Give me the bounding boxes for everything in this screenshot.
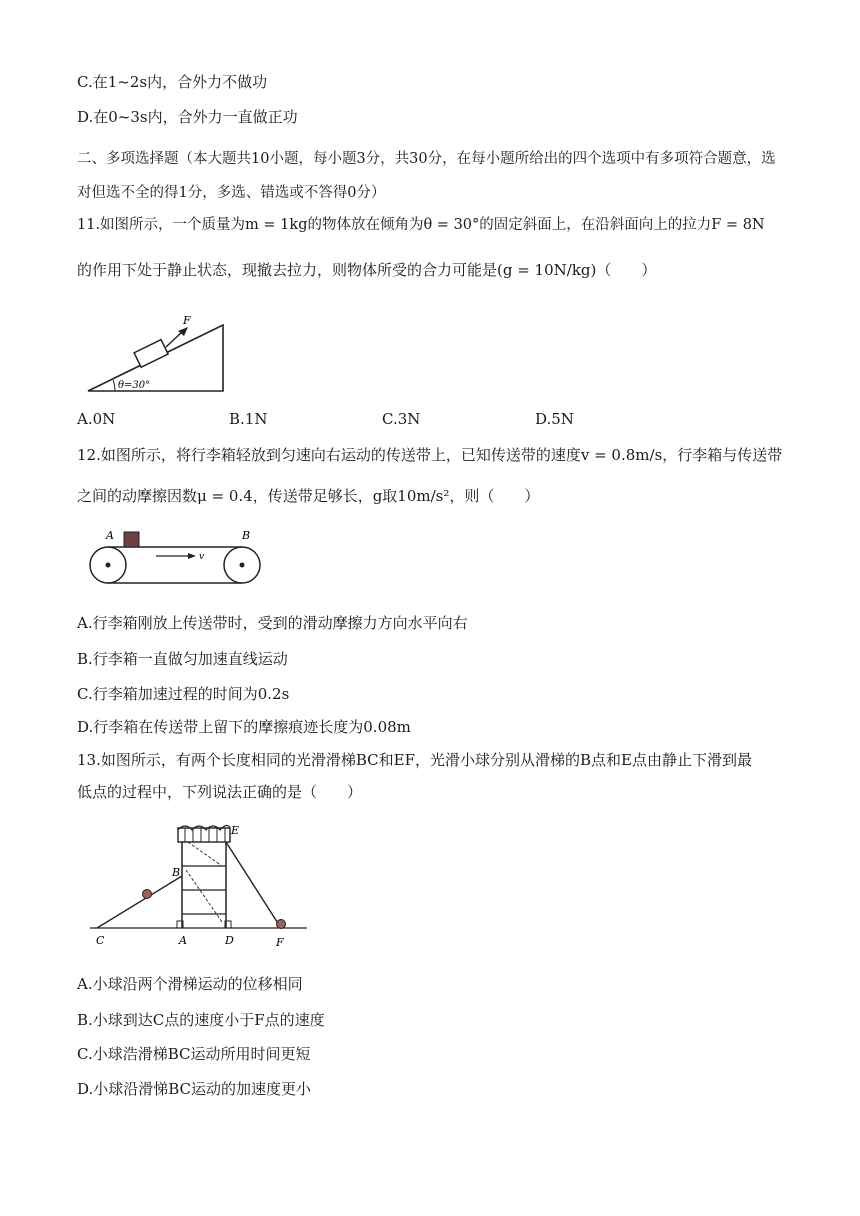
q13-stem-line2: 低点的过程中，下列说法正确的是（ ） bbox=[77, 783, 363, 801]
q12-option-d: D.行李箱在传送带上留下的摩擦痕迹长度为0.08m bbox=[77, 718, 411, 736]
section-heading: 二、多项选择题（本大题共10小题，每小题3分，共30分，在每小题所给出的四个选项中有多项符合题意，选对但选不全的得1分，多选、错选或不答得0分） bbox=[77, 151, 776, 201]
prev-option-d: D.在0~3s内，合外力一直做正功 bbox=[77, 108, 298, 126]
q12-stem-line2: 之间的动摩擦因数μ = 0.4，传送带足够长，g取10m/s²，则（ ） bbox=[77, 487, 540, 505]
q13-option-c: C.小球浩滑梯BC运动所用时间更短 bbox=[77, 1045, 311, 1063]
incline-figure bbox=[80, 305, 230, 400]
q13-option-b: B.小球到达C点的速度小于F点的速度 bbox=[77, 1011, 325, 1029]
q12-option-c: C.行李箱加速过程的时间为0.2s bbox=[77, 685, 290, 703]
angle-label: θ=30° bbox=[118, 380, 151, 391]
q11-stem-line2: 的作用下处于静止状态，现撤去拉力，则物体所受的合力可能是(g = 10N/kg)（ ） bbox=[77, 261, 657, 279]
slide-figure bbox=[85, 818, 315, 953]
label-a: A bbox=[106, 529, 114, 542]
q11-option-a: A.0N bbox=[77, 410, 116, 428]
label-f: F bbox=[276, 936, 284, 949]
q13-stem-line1: 13.如图所示，有两个长度相同的光滑滑梯BC和EF，光滑小球分别从滑梯的B点和E点由静止下滑到最 bbox=[77, 751, 752, 769]
force-label: F bbox=[183, 314, 191, 327]
label-b: B bbox=[242, 529, 251, 542]
q11-options bbox=[77, 410, 637, 430]
conveyor-figure bbox=[82, 525, 272, 590]
slide-ef bbox=[226, 842, 281, 928]
q13-option-d: D.小球沿滑悌BC运动的加速度更小 bbox=[77, 1080, 312, 1098]
q12-option-a: A.行李箱刚放上传送带时，受到的滑动摩擦力方向水平向右 bbox=[77, 614, 468, 632]
label-d: D bbox=[225, 934, 234, 947]
label-b: B bbox=[172, 866, 181, 879]
prev-option-c: C.在1~2s内，合外力不做功 bbox=[77, 73, 268, 91]
slide-bc bbox=[97, 876, 182, 928]
luggage-box bbox=[124, 532, 139, 547]
ball-left bbox=[143, 890, 152, 899]
q12-option-b: B.行李箱一直做匀加速直线运动 bbox=[77, 650, 288, 668]
q11-option-d: D.5N bbox=[535, 410, 574, 428]
q11-option-b: B.1N bbox=[229, 410, 268, 428]
label-a: A bbox=[179, 934, 187, 947]
label-e: E bbox=[231, 824, 240, 837]
force-arrow bbox=[166, 331, 183, 347]
q13-option-a: A.小球沿两个滑梯运动的位移相同 bbox=[77, 975, 303, 993]
railing bbox=[178, 828, 230, 842]
block bbox=[134, 340, 168, 368]
velocity-label: v bbox=[199, 552, 205, 562]
ball-right bbox=[277, 920, 286, 929]
q11-stem-line1: 11.如图所示，一个质量为m = 1kg的物体放在倾角为θ = 30°的固定斜面上，在沿斜面向上的拉力F = 8N bbox=[77, 217, 765, 233]
label-c: C bbox=[96, 934, 105, 947]
q11-option-c: C.3N bbox=[382, 410, 421, 428]
q12-stem-line1: 12.如图所示，将行李箱轻放到匀速向右运动的传送带上，已知传送带的速度v = 0.8m/s，行李箱与传送带 bbox=[77, 446, 783, 464]
